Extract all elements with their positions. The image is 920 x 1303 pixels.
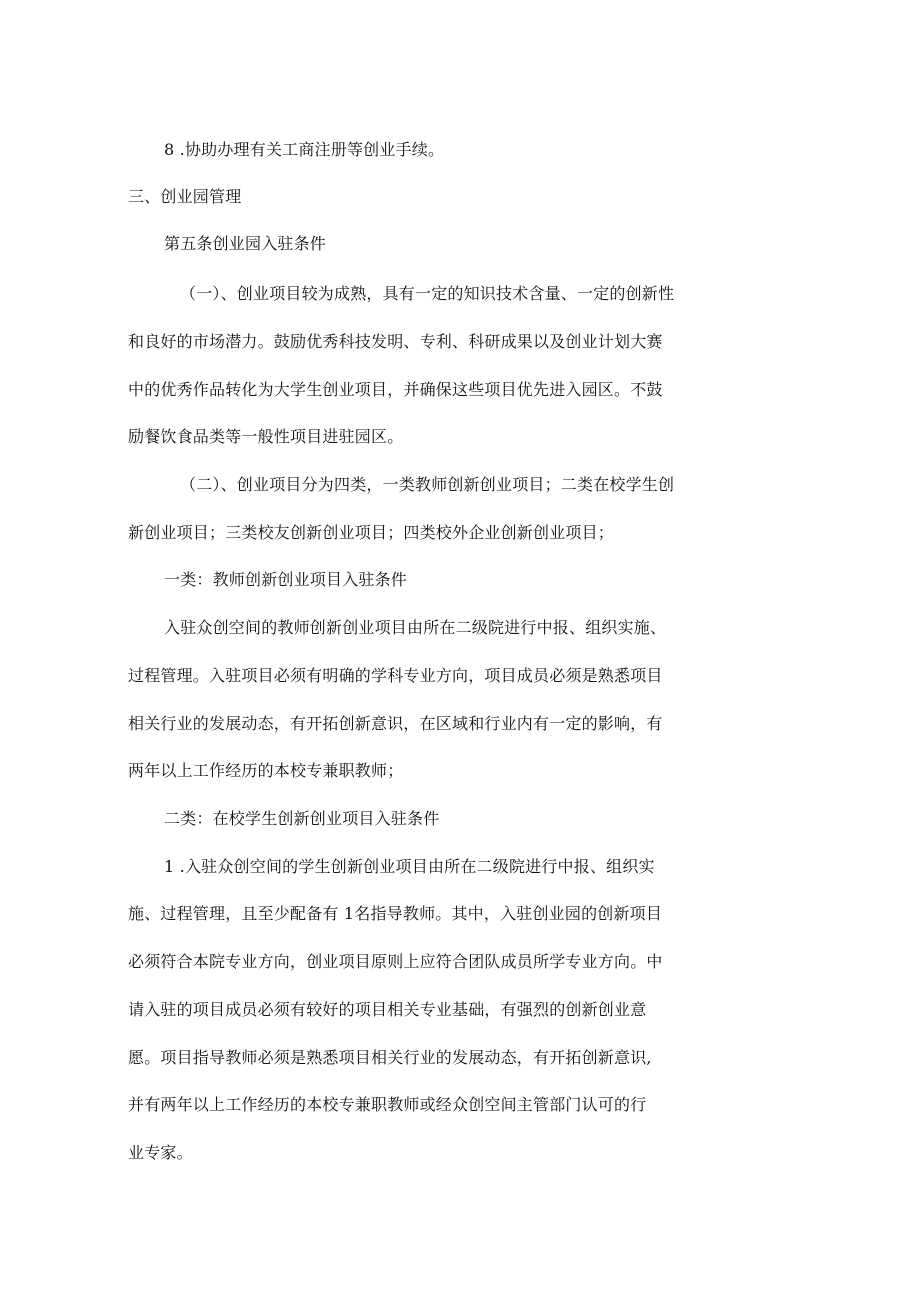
- paragraph-line: 请入驻的项目成员必须有较好的项目相关专业基础，有强烈的创新创业意: [128, 1000, 647, 1019]
- subheading-category-2: 二类：在校学生创新创业项目入驻条件: [164, 809, 440, 828]
- paragraph-line: 中的优秀作品转化为大学生创业项目，并确保这些项目优先进入园区。不鼓: [128, 380, 663, 399]
- paragraph-line: （二）、创业项目分为四类，一类教师创新创业项目；二类在校学生创: [180, 475, 675, 494]
- paragraph-line: 过程管理。入驻项目必须有明确的学科专业方向，项目成员必须是熟悉项目: [128, 666, 663, 685]
- paragraph-line: 入驻众创空间的教师创新创业项目由所在二级院进行中报、组织实施、: [164, 618, 667, 637]
- paragraph-line: 相关行业的发展动态，有开拓创新意识，在区域和行业内有一定的影响，有: [128, 714, 663, 733]
- paragraph-line: 励餐饮食品类等一般性项目进驻园区。: [128, 427, 404, 446]
- paragraph-line: （一）、创业项目较为成熟，具有一定的知识技术含量、一定的创新性: [180, 284, 675, 303]
- paragraph-line: 1 .入驻众创空间的学生创新创业项目由所在二级院进行中报、组织实: [164, 857, 655, 876]
- article-heading: 第五条创业园入驻条件: [164, 234, 327, 253]
- paragraph-line: 必须符合本院专业方向，创业项目原则上应符合团队成员所学专业方向。中: [128, 952, 663, 971]
- subheading-category-1: 一类：教师创新创业项目入驻条件: [164, 570, 408, 589]
- paragraph-line: 和良好的市场潜力。鼓励优秀科技发明、专利、科研成果以及创业计划大赛: [128, 332, 663, 351]
- paragraph-line: 两年以上工作经历的本校专兼职教师；: [128, 761, 404, 780]
- list-item-8: 8 .协助办理有关工商注册等创业手续。: [164, 140, 445, 159]
- paragraph-line: 业专家。: [128, 1143, 193, 1162]
- paragraph-line: 愿。项目指导教师必须是熟悉项目相关行业的发展动态，有开拓创新意识,: [128, 1048, 652, 1067]
- paragraph-line: 新创业项目；三类校友创新创业项目；四类校外企业创新创业项目；: [128, 523, 615, 542]
- paragraph-line: 施、过程管理，且至少配备有 1名指导教师。其中，入驻创业园的创新项目: [128, 904, 663, 923]
- section-heading: 三、创业园管理: [128, 187, 242, 206]
- paragraph-line: 并有两年以上工作经历的本校专兼职教师或经众创空间主管部门认可的行: [128, 1095, 647, 1114]
